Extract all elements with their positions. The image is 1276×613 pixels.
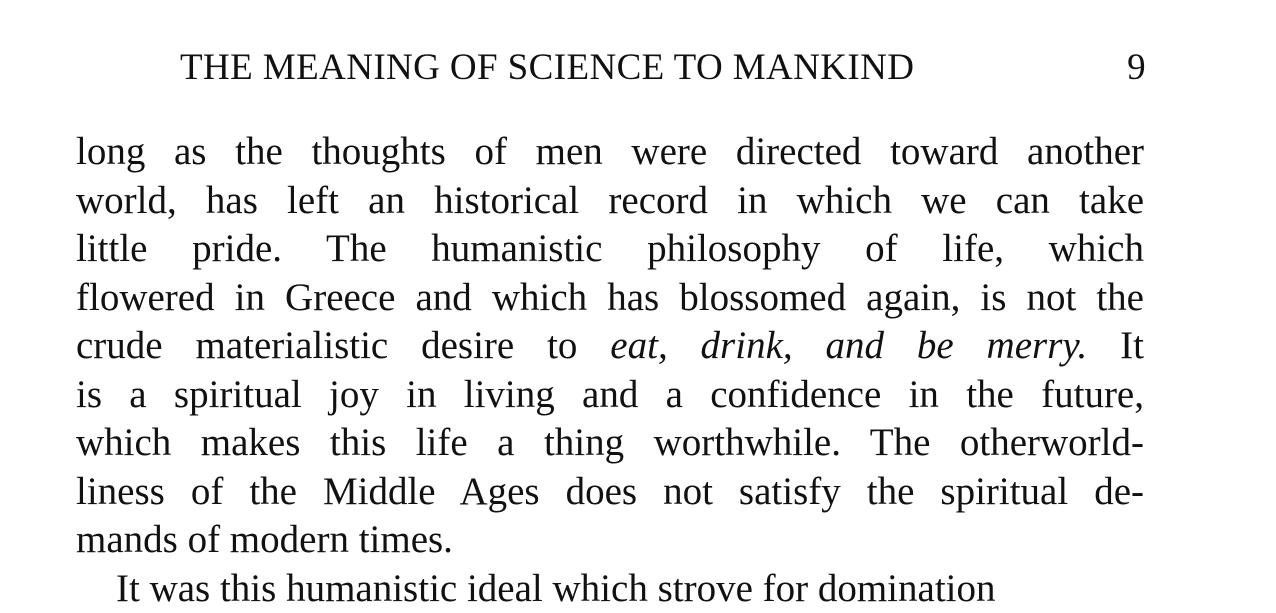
text-line-8: liness of the Middle Ages does not satisfy the spiritual de- bbox=[76, 468, 1144, 517]
page-number: 9 bbox=[1127, 46, 1146, 90]
text-line-1: long as the thoughts of men were directed toward another bbox=[76, 128, 1144, 177]
italic-phrase: eat, drink, and be merry. bbox=[610, 324, 1087, 367]
text-line-7: which makes this life a thing worthwhile. The otherworld- bbox=[76, 419, 1144, 468]
text-line-9: mands of modern times. bbox=[76, 516, 1144, 565]
text-line-5-start: crude materialistic desire to bbox=[76, 324, 610, 367]
text-line-2: world, has left an historical record in which we can take bbox=[76, 177, 1144, 226]
text-line-3: little pride. The humanistic philosophy of life, which bbox=[76, 225, 1144, 274]
body-paragraph bbox=[76, 128, 1144, 613]
text-line-4: flowered in Greece and which has blossomed again, is not the bbox=[76, 274, 1144, 323]
text-line-6: is a spiritual joy in living and a confidence in the future, bbox=[76, 371, 1144, 420]
text-line-5 bbox=[76, 322, 1144, 371]
running-title: THE MEANING OF SCIENCE TO MANKIND bbox=[180, 46, 914, 90]
running-head bbox=[180, 46, 1146, 90]
text-line-5-end: It bbox=[1087, 324, 1144, 367]
text-line-10-partial: It was this humanistic ideal which strove for domination bbox=[76, 565, 1144, 613]
